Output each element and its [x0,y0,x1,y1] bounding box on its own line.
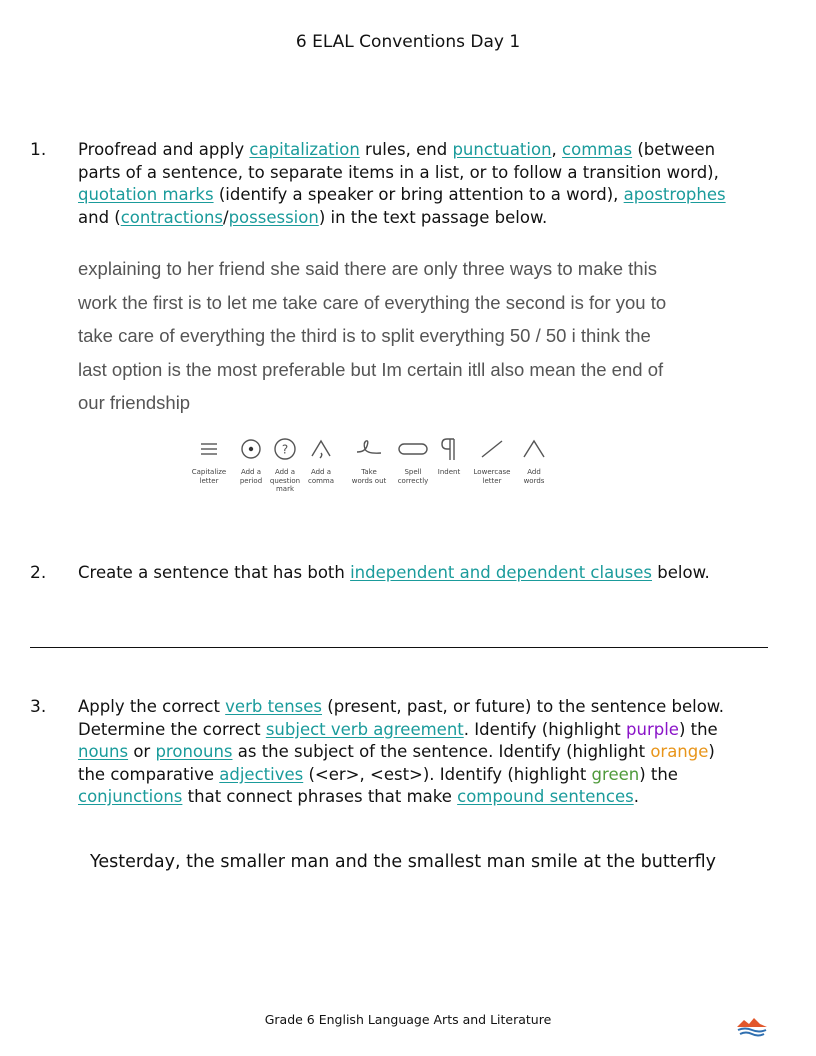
q3-line-5: conjunctions that connect phrases that make compound sentences. [78,787,639,806]
svg-text:?: ? [281,442,289,457]
mark-comma: Add a comma [291,436,351,485]
nouns-link[interactable]: nouns [78,742,129,761]
passage-line: take care of everything the third is to split everything 50 / 50 i think the [78,325,651,346]
mark-indent: Indent [419,436,479,477]
q1-line-3: quotation marks (identify a speaker or bring attention to a word), apostrophes [78,185,726,204]
passage-line: our friendship [78,392,191,413]
practice-sentence: Yesterday, the smaller man and the smallest man smile at the butterfly [90,852,716,872]
purple-word: purple [626,719,679,739]
capitalization-link[interactable]: capitalization [249,140,360,159]
mark-question: ? Add a question mark [255,436,315,494]
question-2-instructions: Create a sentence that has both independent and dependent clauses below. [78,563,710,582]
question-3-number: 3. [30,697,47,717]
conjunctions-link[interactable]: conjunctions [78,787,183,806]
orange-word: orange [650,742,709,761]
punctuation-link[interactable]: punctuation [452,140,552,159]
q1-line-1: Proofread and apply capitalization rules, end punctuation, commas (between [78,140,716,159]
mark-caret: Add words [504,436,564,485]
q3-line-1: Apply the correct verb tenses (present, past, or future) to the sentence below. [78,697,725,716]
question-3-instructions [78,696,788,809]
compound-sentences-link[interactable]: compound sentences [457,787,634,806]
quotation-marks-link[interactable]: quotation marks [78,185,214,204]
lowercase-icon [479,436,505,462]
question-1-instructions [78,139,778,229]
mark-delete: Take words out [339,436,399,485]
contractions-link[interactable]: contractions [120,207,223,227]
proofreading-marks-legend [186,436,566,502]
mark-lowercase: Lowercase letter [462,436,522,485]
text-passage [78,252,778,420]
q3-line-2: Determine the correct subject verb agreement. Identify (highlight purple) the [78,719,718,739]
indent-icon [436,436,462,462]
capitalize-icon [197,436,221,462]
subject-verb-agreement-link[interactable]: subject verb agreement [265,719,464,739]
comma-icon [308,436,334,462]
q1-line-4: and (contractions/possession) in the text passage below. [78,207,548,227]
delete-icon [354,436,384,462]
question-2-number: 2. [30,563,47,583]
q1-line-2: parts of a sentence, to separate items in a list, or to follow a transition word), [78,162,719,182]
apostrophes-link[interactable]: apostrophes [623,185,726,204]
mark-capitalize: Capitalize letter [179,436,239,485]
mark-spell: Spell correctly [383,436,443,485]
pronouns-link[interactable]: pronouns [155,742,233,761]
adjectives-link[interactable]: adjectives [219,764,304,784]
passage-line: explaining to her friend she said there are only three ways to make this [78,258,657,279]
green-word: green [591,764,640,784]
logo-icon [735,1015,769,1037]
verb-tenses-link[interactable]: verb tenses [225,697,323,716]
passage-line: work the first is to let me take care of everything the second is for you to [78,291,667,313]
question-1-number: 1. [30,140,47,160]
mark-period: Add a period [221,436,281,485]
q3-line-3: nouns or pronouns as the subject of the sentence. Identify (highlight orange) [78,742,715,761]
caret-icon [521,436,547,462]
possession-link[interactable]: possession [228,207,319,227]
clauses-link[interactable]: independent and dependent clauses [350,563,653,582]
page-footer: Grade 6 English Language Arts and Literature [264,1012,552,1027]
page-title: 6 ELAL Conventions Day 1 [295,32,521,52]
answer-line[interactable] [30,647,768,648]
commas-link[interactable]: commas [562,140,633,159]
q3-line-4: the comparative adjectives (<er>, <est>). Identify (highlight green) the [78,764,678,784]
passage-line: last option is the most preferable but Im certain itll also mean the end of [78,358,664,380]
